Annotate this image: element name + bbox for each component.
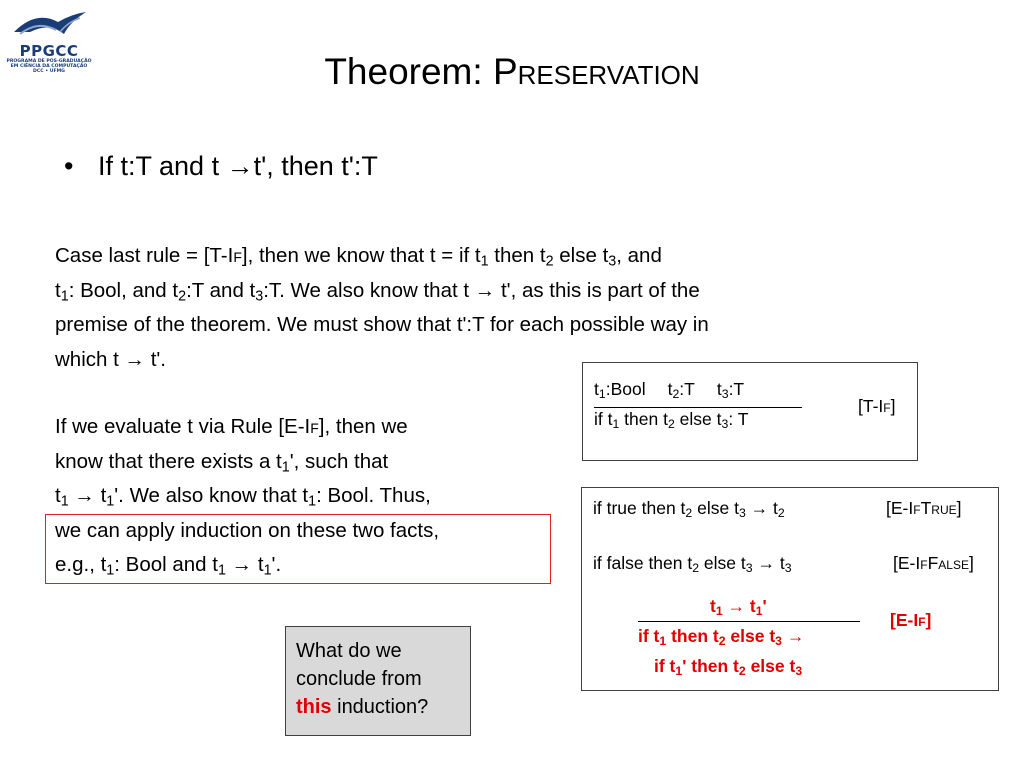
- induction-highlight-box: [45, 514, 551, 584]
- typing-rule-box: [582, 362, 918, 461]
- e-iffalse-rule: if false then $t_2$ else $t_3 \to t_3$: [593, 553, 792, 576]
- logo-line1: PROGRAMA DE PÓS-GRADUAÇÃO: [6, 59, 92, 64]
- eval-line-5: e.g., $t_1$: Bool and $t_1 \to t_1'$.: [55, 553, 282, 579]
- logo-name: PPGCC: [19, 42, 79, 60]
- e-iftrue-name: [E-IfTrue]: [886, 498, 962, 518]
- e-if-name: [E-If]: [890, 610, 932, 630]
- eval-line-4: we can apply induction on these two facts,: [55, 518, 440, 542]
- e-if-conclusion-2: if $t_1'$ then $t_2$ else $t_3$: [654, 656, 803, 679]
- t-if-rule-name: [T-If]: [858, 396, 896, 416]
- case-line-2: $t_1$: Bool, and $t_2:T$ and $t_3:T$. We also know that t → t', as this is part of the: [55, 278, 700, 305]
- title-prefix: Theorem:: [324, 51, 493, 92]
- eval-line-2: know that there exists a $t_1'$, such that: [55, 449, 389, 476]
- eval-line-1: If we evaluate t via Rule [E-If], then we: [55, 415, 408, 438]
- title-name: Preservation: [492, 51, 700, 92]
- e-if-premise: $t_1 \to t_1'$: [710, 596, 767, 619]
- e-iffalse-name: [E-IfFalse]: [893, 553, 974, 573]
- t-if-premises: $t_1:Bool$ $t_2:T$ $t_3:T$: [594, 379, 745, 402]
- t-if-conclusion: if $t_1$ then $t_2$ else $t_3$: T: [594, 409, 749, 432]
- slide-title: [0, 48, 1024, 96]
- bullet-item: [64, 146, 378, 186]
- logo-line3: DCC • UFMG: [33, 69, 65, 75]
- e-iftrue-rule: if true then $t_2$ else $t_3 \to t_2$: [593, 498, 785, 521]
- question-line-1: What do we: [296, 640, 402, 662]
- case-line-4: which t → t'.: [55, 347, 166, 371]
- question-line-3: this induction?: [296, 696, 429, 718]
- logo-mark-icon: [6, 8, 92, 38]
- case-paragraph: [55, 239, 709, 377]
- bullet-symbol: •: [64, 151, 74, 181]
- eval-line-3: $t_1 \to t_1'$. We also know that $t_1$: Bool. Thus,: [55, 484, 431, 510]
- e-if-conclusion-1: if $t_1$ then $t_2$ else $t_3$ →: [638, 626, 805, 649]
- logo-line2: EM CIÊNCIA DA COMPUTAÇÃO: [10, 64, 88, 70]
- case-line-3: premise of the theorem. We must show that t':T for each possible way in: [55, 313, 709, 336]
- question-box: [285, 626, 471, 736]
- e-if-rule-line: [638, 621, 860, 622]
- question-line-2: conclude from: [296, 668, 422, 690]
- eval-rules-box: [581, 487, 999, 691]
- question-highlight: this: [296, 696, 332, 718]
- bullet-text: If t:T and t →t', then t':T: [98, 151, 378, 181]
- case-line-1: Case last rule = [T-If], then we know that t = if $t_1$ then $t_2$ else $t_3$, and: [55, 244, 662, 270]
